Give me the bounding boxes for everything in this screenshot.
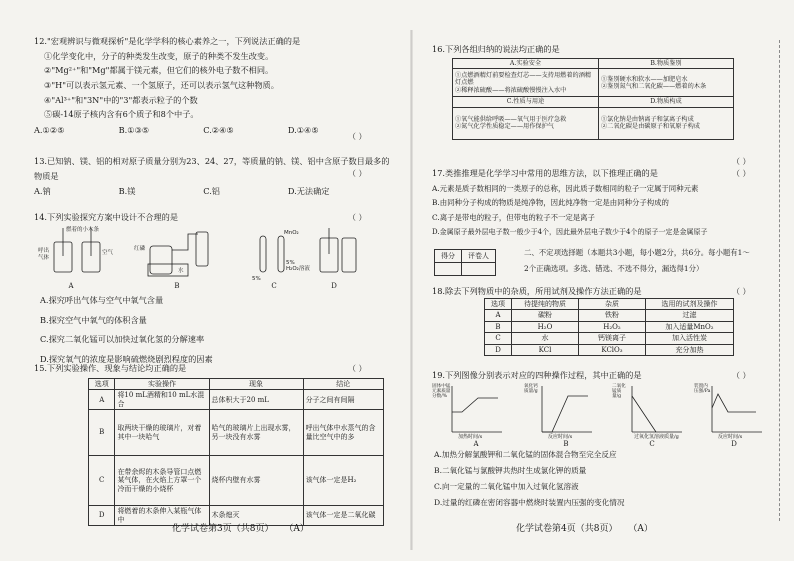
apparatus-diagram [38, 224, 358, 286]
table-cell: 该气体一定是二氧化碳 [303, 506, 383, 526]
table-cell: 呼出气体中水蒸气的含量比空气中的多 [303, 410, 383, 456]
option-c[interactable]: C.探究二氧化锰可以加快过氧化氢的分解速率 [40, 334, 205, 345]
graph-a-ylabel: 固体中锰元素质量分数/% [432, 384, 451, 400]
table-cell: D [89, 506, 115, 526]
table-row [485, 344, 734, 355]
score-label: 得分 [435, 250, 462, 263]
q12-stem: 12."宏观辨识与微观探析"是化学学科的核心素养之一，下列说法正确的是 [34, 36, 301, 46]
table-row [453, 59, 734, 69]
q12-item: ④"Al³⁺"和"3N"中的"3"都表示粒子的个数 [44, 94, 198, 105]
q14-options [40, 295, 406, 365]
question-12 [34, 36, 406, 136]
score-box [434, 249, 496, 276]
svg-text:气体: 气体 [38, 255, 50, 261]
table-cell: C.性质与用途 [453, 97, 599, 107]
table-header: 待提纯的物质 [512, 299, 579, 310]
q15-stem: 15.下列实验操作、现象与结论均正确的是 [34, 363, 187, 373]
option-d[interactable]: D.①④⑤ [287, 124, 319, 135]
q19-options [434, 450, 774, 507]
footer-text: 化学试卷第3页（共8页） [172, 524, 274, 534]
option-b[interactable]: B.镁 [118, 186, 136, 197]
option-c[interactable]: C.铝 [203, 186, 220, 197]
table-cell: 将10 mL酒精和10 mL水混合 [115, 390, 209, 410]
page-footer-right [516, 521, 653, 534]
table-row [453, 69, 734, 97]
footer-tag: （A） [284, 524, 309, 534]
table-cell: 过滤 [646, 310, 734, 321]
table-cell: ①氯化钠是由钠离子和氯离子构成 ②二氧化碳是由碳原子和氧原子构成 [599, 107, 734, 139]
svg-text:5%: 5% [252, 276, 261, 282]
q12-item: ③"H"可以表示氢元素、一个氢原子，还可以表示氢气这种物质。 [44, 79, 279, 90]
table-cell: 钙镁离子 [579, 333, 646, 344]
table-header: 实验操作 [115, 379, 209, 390]
svg-text:空气: 空气 [102, 250, 114, 256]
q12-item: ②"Mg²⁺"和"Mg"都属于镁元素，但它们的核外电子数不相同。 [44, 65, 274, 76]
table-row [453, 107, 734, 139]
fig-caption-b: B [174, 282, 180, 290]
table-row [89, 456, 384, 506]
table-cell: C [89, 456, 115, 506]
table-cell: 木条熄灭 [209, 506, 303, 526]
table-header: 结论 [303, 379, 383, 390]
option-b[interactable]: B.探究空气中氧气的体积含量 [40, 314, 147, 325]
table-cell: B.物质鉴别 [599, 59, 734, 69]
table-header: 选项 [89, 379, 115, 390]
q15-table [88, 378, 384, 526]
q14-answer-paren[interactable]: （ ） [348, 213, 367, 222]
q14-apparatus-figures [38, 224, 358, 286]
table-header-row [485, 299, 734, 310]
q19-answer-paren[interactable]: （ ） [732, 371, 751, 380]
q12-item: ⑤碳-14原子核内含有6个质子和8个中子。 [44, 109, 199, 120]
option-d[interactable]: D.过量的红磷在密闭容器中燃烧时装置内压强的变化情况 [434, 497, 625, 507]
q15-answer-paren[interactable]: （ ） [348, 364, 367, 373]
q13-options [34, 186, 406, 197]
table-header: 杂质 [579, 299, 646, 310]
table-cell: 加入适量MnO₂ [646, 321, 734, 332]
table-row [435, 263, 496, 276]
page-footer-left [172, 521, 309, 534]
right-page [412, 0, 794, 561]
table-cell: C [485, 333, 512, 344]
table-row [485, 310, 734, 321]
option-a[interactable]: A.①②⑤ [34, 124, 65, 135]
table-cell: KCl [512, 344, 579, 355]
graph-caption-a: A [473, 440, 479, 448]
q14-stem: 14.下列实验探究方案中设计不合理的是 [34, 212, 179, 222]
graph-d-ylabel: 装置内压强/Pa [694, 384, 711, 395]
table-row [453, 97, 734, 107]
table-cell: B [485, 321, 512, 332]
table-row [435, 250, 496, 263]
q16-table [452, 58, 734, 140]
question-18 [432, 286, 772, 297]
option-a[interactable]: A.元素是质子数相同的一类原子的总称，因此质子数相同的粒子一定属于同种元素 [432, 183, 699, 193]
table-cell: A [485, 310, 512, 321]
option-c[interactable]: C.向一定量的二氧化锰中加入过氧化氢溶液 [434, 481, 579, 491]
option-b[interactable]: B.①③⑤ [118, 124, 150, 135]
table-cell: 加入活性炭 [646, 333, 734, 344]
section-2-title [524, 248, 784, 273]
svg-text:5%: 5% [286, 260, 295, 266]
grader-cell[interactable] [462, 263, 496, 276]
q12-answer-paren[interactable]: （ ） [348, 132, 367, 141]
table-cell: A.实验安全 [453, 59, 599, 69]
table-cell: H₂O₂ [579, 321, 646, 332]
option-d[interactable]: D.金属原子最外层电子数一般少于4个，因此最外层电子数少于4个的原子一定是金属原子 [432, 227, 708, 236]
section-2-title-line-2: 2个正确选项。多选、错选、不选不得分，漏选得1分） [524, 263, 704, 273]
table-header-row [89, 379, 384, 390]
table-cell: 该气体一定是H₂ [303, 456, 383, 506]
question-16 [432, 44, 732, 55]
graph-b-xlabel: 反应时间/s [548, 434, 573, 440]
table-cell: 水 [512, 333, 579, 344]
grader-label: 评卷人 [462, 250, 496, 263]
option-d[interactable]: D.探究氧气的浓度是影响硫燃烧剧烈程度的因素 [40, 353, 213, 364]
table-cell: ①点燃酒精灯前要检查灯芯——支持用燃着的酒精灯点燃 ②稀释浓硫酸——将浓硫酸慢慢注入水中 [453, 69, 599, 97]
option-c[interactable]: C.离子是带电的粒子，但带电的粒子不一定是离子 [432, 212, 595, 222]
table-cell: 碳粉 [512, 310, 579, 321]
table-cell: 充分加热 [646, 344, 734, 355]
score-cell[interactable] [435, 263, 462, 276]
table-header: 选项 [485, 299, 512, 310]
q16-stem: 16.下列各组归纳的说法均正确的是 [432, 44, 560, 54]
table-cell: D.物质构成 [599, 97, 734, 107]
q17-answer-paren[interactable]: （ ） [732, 169, 751, 178]
question-19 [432, 370, 772, 381]
table-cell: 铁粉 [579, 310, 646, 321]
table-cell: 在带余烬的木条导管口点燃某气体，在火焰上方罩一个冷而干燥的小烧杯 [115, 456, 209, 506]
table-header: 选用的试剂及操作 [646, 299, 734, 310]
q18-stem: 18.除去下列物质中的杂质，所用试剂及操作方法正确的是 [432, 286, 642, 296]
graph-caption-c: C [649, 440, 655, 448]
graph-c-xlabel: 过氧化氢溶液质量/g [634, 434, 679, 440]
svg-text:水: 水 [178, 268, 184, 274]
table-cell: ①氧气能供给呼吸——氧气用于医疗急救 ②氮气化学性质稳定——用作保护气 [453, 107, 599, 139]
table-cell: KClO₃ [579, 344, 646, 355]
fig-caption-a: A [68, 282, 74, 290]
table-cell: D [485, 344, 512, 355]
footer-tag: （A） [628, 524, 653, 534]
table-row [485, 333, 734, 344]
table-cell: A [89, 390, 115, 410]
q17-stem: 17.类推推理是化学学习中常用的思维方法，以下推理正确的是 [432, 168, 658, 178]
graph-caption-b: B [563, 440, 569, 448]
svg-text:呼出: 呼出 [38, 248, 50, 254]
option-a[interactable]: A.钠 [34, 186, 51, 197]
q18-answer-paren[interactable]: （ ） [732, 287, 751, 296]
q16-answer-paren[interactable]: （ ） [732, 157, 751, 166]
section-2-title-line: 二、不定项选择题（本题共3小题，每小题2分，共6分。每小题有1～ [524, 248, 750, 257]
graph-d-xlabel: 反应时间/s [718, 434, 743, 440]
table-cell: H₂O [512, 321, 579, 332]
graph-a-xlabel: 加热时间/s [458, 434, 483, 440]
q13-stem-2: 物质是 [34, 170, 59, 181]
table-cell: 取两块干燥的玻璃片，对着其中一块哈气 [115, 410, 209, 456]
table-cell: B [89, 410, 115, 456]
table-cell: 将燃着的木条伸入某瓶气体中 [115, 506, 209, 526]
q13-answer-paren[interactable]: （ ） [348, 169, 367, 178]
table-cell: 分子之间有间隔 [303, 390, 383, 410]
option-b[interactable]: B.由同种分子构成的物质是纯净物，因此纯净物一定是由同种分子构成的 [432, 198, 669, 208]
option-b[interactable]: B.二氧化锰与氯酸钾共热时生成氯化钾的质量 [434, 465, 587, 475]
table-cell: 总体积大于20 mL [209, 390, 303, 410]
option-c[interactable]: C.②④⑤ [203, 124, 234, 135]
table-header: 现象 [209, 379, 303, 390]
table-cell: 烧杯内壁有水雾 [209, 456, 303, 506]
q12-item: ①化学变化中，分子的种类发生改变，原子的种类不发生改变。 [44, 50, 274, 61]
fig-caption-d: D [331, 282, 337, 290]
footer-text: 化学试卷第4页（共8页） [516, 524, 618, 534]
table-cell: ①鉴别硬水和软水——加肥皂水 ②鉴别氮气和二氧化碳——燃着的木条 [599, 69, 734, 97]
graph-c-ylabel: 二氧化锰质量/g [612, 384, 626, 400]
fig-caption-c: C [271, 282, 277, 290]
option-a[interactable]: A.探究呼出气体与空气中氧气含量 [40, 295, 164, 305]
svg-text:H₂O₂溶液: H₂O₂溶液 [286, 266, 310, 272]
table-row [485, 321, 734, 332]
q13-stem: 13.已知钠、镁、铝的相对原子质量分别为23、24、27，等质量的钠、镁、铝中含原子数目最多的 [34, 156, 390, 166]
graph-b-ylabel: 氧化钙质量/g [524, 384, 538, 395]
option-d[interactable]: D.无法确定 [287, 186, 330, 197]
q19-stem: 19.下列图像分别表示对应的四种操作过程，其中正确的是 [432, 370, 642, 380]
graph-caption-d: D [731, 440, 737, 448]
table-row [89, 390, 384, 410]
svg-text:MnO₂: MnO₂ [284, 230, 299, 236]
q18-table [484, 298, 734, 356]
svg-text:红磷: 红磷 [134, 246, 146, 252]
table-cell: 哈气的玻璃片上出现水雾，另一块没有水雾 [209, 410, 303, 456]
option-a[interactable]: A.加热分解氯酸钾和二氧化锰的固体混合物至完全反应 [434, 450, 617, 459]
question-17 [432, 168, 772, 237]
fig-label-burning-stick: 燃着的小木条 [66, 227, 100, 233]
table-row [89, 410, 384, 456]
